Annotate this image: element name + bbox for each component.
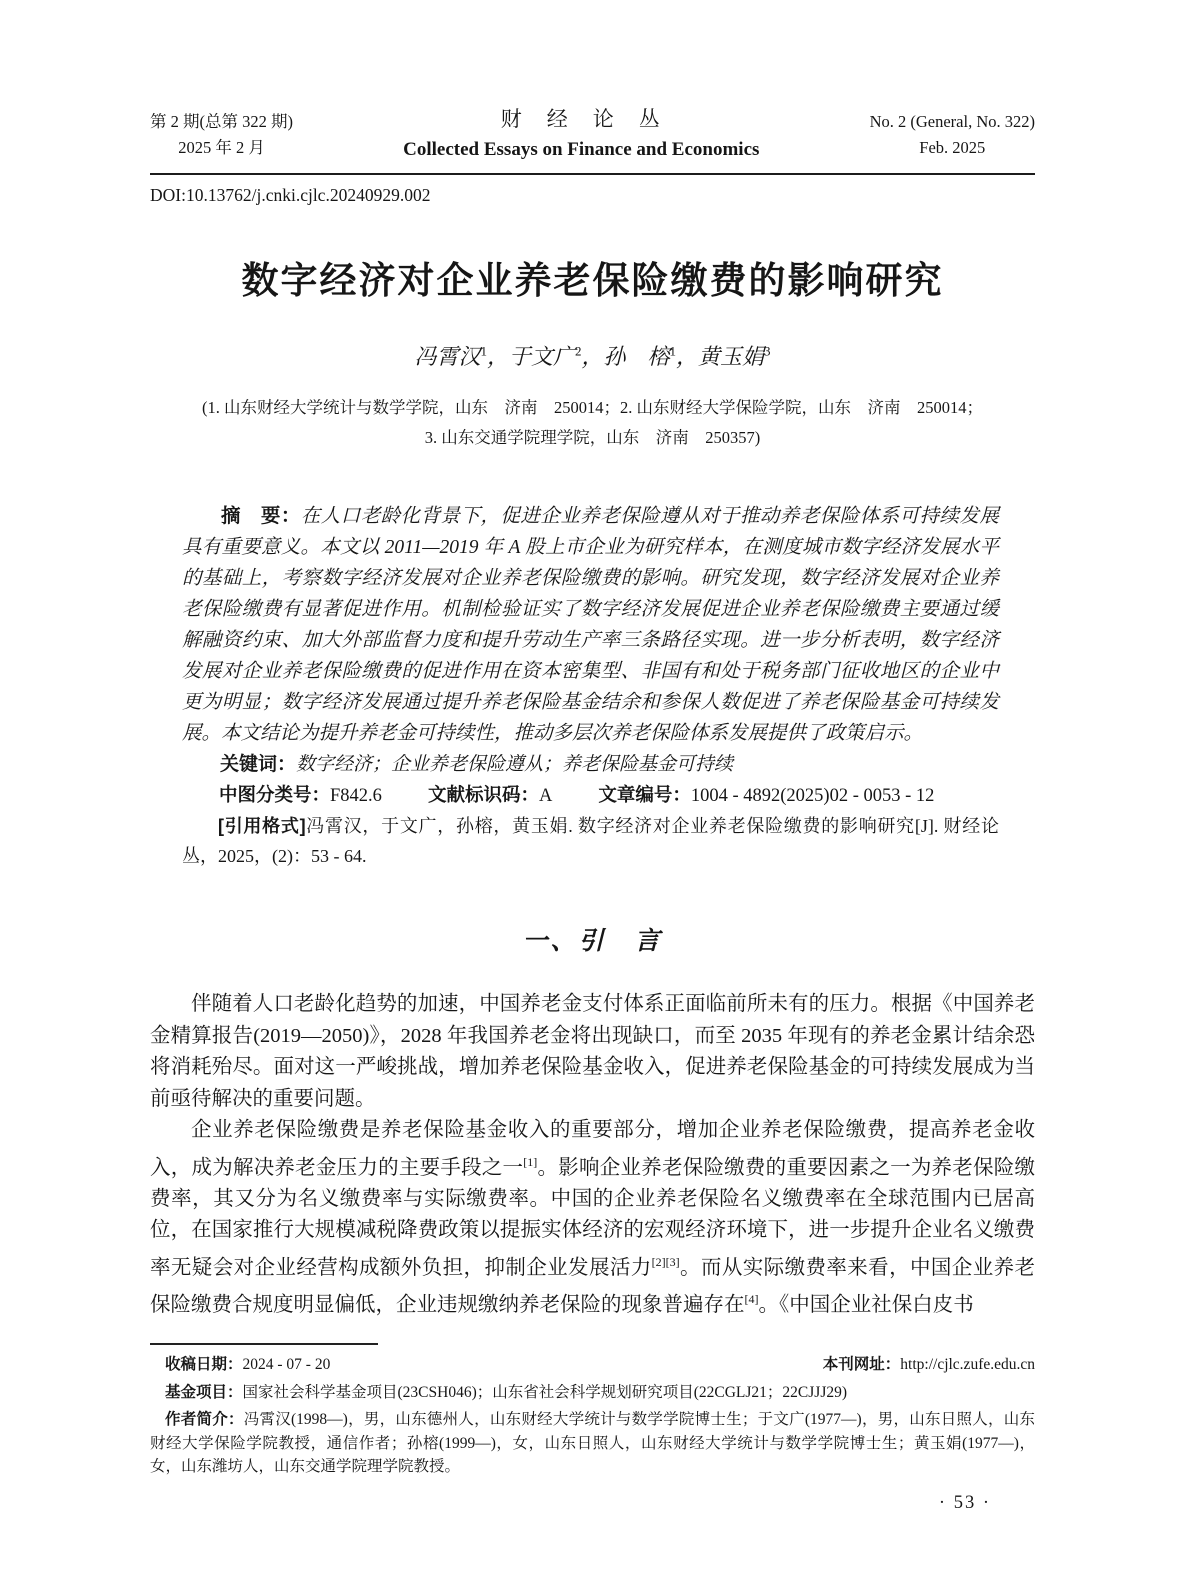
footnotes-block (150, 1353, 1035, 1479)
affiliation-line-1: (1. 山东财经大学统计与数学学院，山东 济南 250014；2. 山东财经大学保险学院，山东 济南 250014； (202, 398, 983, 417)
intro-paragraph-1: 伴随着人口老龄化趋势的加速，中国养老金支付体系正面临前所未有的压力。根据《中国养老金精算报告(2019—2050)》，2028 年我国养老金将出现缺口，而至 2035 年现有的养老金累计结余恐将消耗殆尽。面对这一严峻挑战，增加养老保险基金收入，促进养老保险基金的可持续发展成为当前亟待解决的重要问题。 (150, 993, 1035, 1110)
article-title: 数字经济对企业养老保险缴费的影响研究 (241, 261, 944, 302)
citation-text: 冯霄汉，于文广，孙榕，黄玉娟. 数字经济对企业养老保险缴费的影响研究[J]. 财经论丛，2025，(2)：53 - 64. (182, 816, 999, 866)
abstract-block (182, 501, 999, 871)
citation-label: [引用格式] (218, 816, 306, 836)
journal-website-value: http://cjlc.zufe.edu.cn (900, 1356, 1035, 1374)
journal-title-cn: 财 经 论 丛 (500, 107, 662, 131)
doi-text: DOI:10.13762/j.cnki.cjlc.20240929.002 (150, 185, 431, 205)
author-bio-label: 作者简介： (165, 1411, 244, 1429)
issue-number-en: No. 2 (General, No. 322) (869, 111, 1035, 131)
classification-line (182, 780, 999, 811)
article-no-label: 文章编号： (598, 784, 691, 805)
affiliations (150, 393, 1035, 453)
page-number: · 53 · (938, 1492, 991, 1513)
affiliation-line-2: 3. 山东交通学院理学院，山东 济南 250357) (424, 428, 761, 447)
funding-value: 国家社会科学基金项目(23CSH046)；山东省社会科学规划研究项目(22CGLJ21；22CJJJ29) (242, 1383, 848, 1401)
clc-label: 中图分类号： (219, 784, 331, 805)
keywords-line (182, 750, 999, 780)
funding-note (150, 1381, 1035, 1405)
keywords-label: 关键词： (220, 754, 297, 775)
article-no-value: 1004 - 4892(2025)02 - 0053 - 12 (690, 786, 935, 806)
author-bio-value: 冯霄汉(1998—)，男，山东德州人，山东财经大学统计与数学学院博士生；于文广(1977—)，男，山东日照人，山东财经大学保险学院教授，通信作者；孙榕(1999—)，女，山东日照人，山东财经大学统计与数学学院博士生；黄玉娟(1977—)，女，山东潍坊人，山东交通学院理学院教授。 (150, 1411, 1035, 1476)
doc-code-label: 文献标识码： (427, 784, 539, 805)
issue-date-cn: 2025 年 2 月 (178, 137, 265, 157)
clc-value: F842.6 (330, 786, 382, 806)
doc-code-value: A (538, 786, 553, 806)
journal-title-en: Collected Essays on Finance and Economics (403, 139, 760, 160)
footnote-divider (150, 1343, 378, 1345)
authors-line: 冯霄汉$^1$，于文广$^2$，孙 榕$^1$，黄玉娟$^3$ (414, 343, 771, 369)
received-date (165, 1353, 330, 1377)
received-date-label: 收稿日期： (165, 1356, 243, 1374)
author-bio-note (150, 1408, 1035, 1479)
issue-date-en: Feb. 2025 (919, 137, 986, 157)
issue-number-cn: 第 2 期(总第 322 期) (150, 111, 293, 131)
abstract-text: 在人口老龄化背景下，促进企业养老保险遵从对于推动养老保险体系可持续发展具有重要意义。本文以 2011—2019 年 A 股上市企业为研究样本，在测度城市数字经济发展水平的基础上，考察数字经济发展对企业养老保险缴费的影响。研究发现，数字经济发展对企业养老保险缴费有显著促进作用。机制检验证实了数字经济发展促进企业养老保险缴费主要通过缓解融资约束、加大外部监督力度和提升劳动生产率三条路径实现。进一步分析表明，数字经济发展对企业养老保险缴费的促进作用在资本密集型、非国有和处于税务部门征收地区的企业中更为明显；数字经济发展通过提升养老保险基金结余和参保人数促进了养老保险基金可持续发展。本文结论为提升养老金可持续性，推动多层次养老保险体系发展提供了政策启示。 (182, 506, 999, 744)
masthead-center (403, 106, 759, 163)
journal-website (823, 1353, 1035, 1377)
intro-paragraph-2: 企业养老保险缴费是养老保险基金收入的重要部分，增加企业养老保险缴费，提高养老金收入，成为解决养老金压力的主要手段之一[1]。影响企业养老保险缴费的重要因素之一为养老保险缴费率，其又分为名义缴费率与实际缴费率。中国的企业养老保险名义缴费率在全球范围内已居高位，在国家推行大规模减税降费政策以提振实体经济的宏观经济环境下，进一步提升企业名义缴费率无疑会对企业经营构成额外负担，抑制企业发展活力[2][3]。而从实际缴费率来看，中国企业养老保险缴费合规度明显偏低，企业违规缴纳养老保险的现象普遍存在[4]。《中国企业社保白皮书 (150, 1119, 1036, 1316)
masthead (150, 106, 1035, 163)
masthead-divider (150, 173, 1035, 175)
abstract-label: 摘 要： (221, 505, 301, 527)
journal-website-label: 本刊网址： (822, 1356, 901, 1374)
masthead-left (150, 109, 293, 161)
footnote-row-received (150, 1353, 1035, 1377)
citation-line (182, 811, 999, 871)
received-date-value: 2024 - 07 - 20 (242, 1356, 331, 1374)
abstract-paragraph (182, 501, 999, 749)
section-heading-introduction: 一、引 言 (522, 928, 663, 955)
keywords-text: 数字经济；企业养老保险遵从；养老保险基金可持续 (296, 754, 734, 775)
masthead-right (870, 109, 1035, 161)
funding-label: 基金项目： (165, 1383, 243, 1401)
